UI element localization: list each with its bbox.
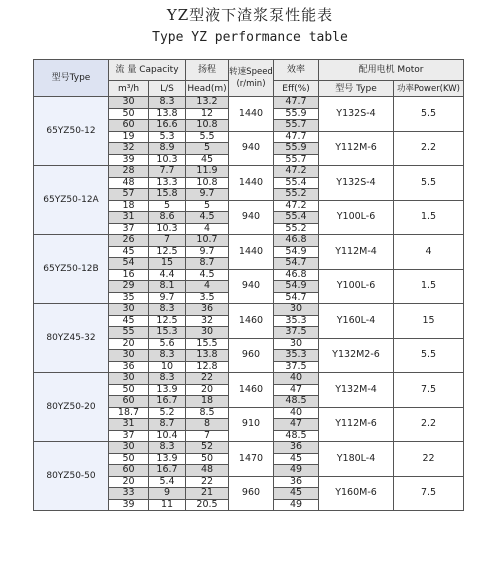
capacity-ls-cell: 8.6 (149, 212, 186, 224)
head-cell: 15.5 (186, 338, 229, 350)
motor-type-cell: Y160L-4 (319, 304, 394, 339)
head-cell: 12 (186, 108, 229, 120)
head-cell: 3.5 (186, 292, 229, 304)
efficiency-cell: 35.3 (274, 315, 319, 327)
capacity-ls-cell: 8.3 (149, 97, 186, 109)
model-cell: 80YZ50-50 (34, 442, 109, 511)
power-cell: 15 (394, 304, 464, 339)
power-cell: 7.5 (394, 373, 464, 408)
header-model: 型号Type (34, 60, 109, 97)
head-cell: 50 (186, 453, 229, 465)
capacity-m3h-cell: 45 (109, 246, 149, 258)
capacity-m3h-cell: 18.7 (109, 407, 149, 419)
capacity-m3h-cell: 20 (109, 338, 149, 350)
efficiency-cell: 30 (274, 304, 319, 316)
model-cell: 80YZ50-20 (34, 373, 109, 442)
header-power: 功率Power(KW) (394, 81, 464, 97)
head-cell: 10.7 (186, 235, 229, 247)
table-row (34, 97, 464, 109)
motor-type-cell: Y132M-4 (319, 373, 394, 408)
capacity-ls-cell: 9 (149, 488, 186, 500)
head-cell: 32 (186, 315, 229, 327)
capacity-m3h-cell: 30 (109, 97, 149, 109)
capacity-ls-cell: 12.5 (149, 246, 186, 258)
header-head-en: Head(m) (186, 81, 229, 97)
capacity-m3h-cell: 50 (109, 108, 149, 120)
capacity-m3h-cell: 57 (109, 189, 149, 201)
performance-table (33, 59, 464, 511)
efficiency-cell: 54.7 (274, 258, 319, 270)
table-row (34, 166, 464, 178)
header-head-cn: 扬程 (186, 60, 229, 81)
capacity-ls-cell: 13.9 (149, 453, 186, 465)
page-subtitle: Type YZ performance table (152, 30, 348, 45)
head-cell: 8 (186, 419, 229, 431)
power-cell: 4 (394, 235, 464, 270)
capacity-m3h-cell: 37 (109, 430, 149, 442)
motor-type-cell: Y132M2-6 (319, 338, 394, 373)
capacity-ls-cell: 8.9 (149, 143, 186, 155)
capacity-m3h-cell: 60 (109, 396, 149, 408)
efficiency-cell: 47 (274, 419, 319, 431)
capacity-m3h-cell: 60 (109, 120, 149, 132)
head-cell: 20 (186, 384, 229, 396)
head-cell: 4 (186, 223, 229, 235)
capacity-m3h-cell: 30 (109, 304, 149, 316)
header-capacity: 流 量 Capacity (109, 60, 186, 81)
efficiency-cell: 46.8 (274, 235, 319, 247)
motor-type-cell: Y112M-6 (319, 131, 394, 166)
speed-cell: 1440 (229, 166, 274, 201)
efficiency-cell: 47.2 (274, 200, 319, 212)
head-cell: 22 (186, 373, 229, 385)
efficiency-cell: 55.4 (274, 177, 319, 189)
head-cell: 4.5 (186, 212, 229, 224)
capacity-ls-cell: 16.6 (149, 120, 186, 132)
head-cell: 18 (186, 396, 229, 408)
power-cell: 5.5 (394, 166, 464, 201)
capacity-ls-cell: 11 (149, 499, 186, 511)
capacity-m3h-cell: 60 (109, 465, 149, 477)
capacity-m3h-cell: 33 (109, 488, 149, 500)
motor-type-cell: Y132S-4 (319, 97, 394, 132)
head-cell: 4 (186, 281, 229, 293)
capacity-m3h-cell: 32 (109, 143, 149, 155)
header-speed (229, 60, 274, 97)
capacity-ls-cell: 12.5 (149, 315, 186, 327)
speed-cell: 1460 (229, 373, 274, 408)
capacity-ls-cell: 13.8 (149, 108, 186, 120)
power-cell: 5.5 (394, 97, 464, 132)
capacity-ls-cell: 10.3 (149, 223, 186, 235)
speed-cell: 910 (229, 407, 274, 442)
efficiency-cell: 47.2 (274, 166, 319, 178)
capacity-ls-cell: 10.3 (149, 154, 186, 166)
efficiency-cell: 40 (274, 407, 319, 419)
capacity-ls-cell: 16.7 (149, 396, 186, 408)
efficiency-cell: 45 (274, 453, 319, 465)
header-eff-cn: 效率 (274, 60, 319, 81)
capacity-m3h-cell: 18 (109, 200, 149, 212)
head-cell: 11.9 (186, 166, 229, 178)
table-row (34, 304, 464, 316)
efficiency-cell: 54.9 (274, 246, 319, 258)
header-eff-en: Eff(%) (274, 81, 319, 97)
power-cell: 1.5 (394, 269, 464, 304)
head-cell: 5 (186, 200, 229, 212)
capacity-m3h-cell: 30 (109, 350, 149, 362)
capacity-m3h-cell: 36 (109, 361, 149, 373)
capacity-ls-cell: 8.3 (149, 304, 186, 316)
efficiency-cell: 30 (274, 338, 319, 350)
head-cell: 22 (186, 476, 229, 488)
efficiency-cell: 55.4 (274, 212, 319, 224)
capacity-m3h-cell: 19 (109, 131, 149, 143)
capacity-m3h-cell: 35 (109, 292, 149, 304)
capacity-m3h-cell: 30 (109, 442, 149, 454)
motor-type-cell: Y132S-4 (319, 166, 394, 201)
speed-cell: 940 (229, 200, 274, 235)
capacity-m3h-cell: 29 (109, 281, 149, 293)
efficiency-cell: 55.7 (274, 120, 319, 132)
capacity-m3h-cell: 45 (109, 315, 149, 327)
capacity-m3h-cell: 50 (109, 384, 149, 396)
head-cell: 12.8 (186, 361, 229, 373)
speed-cell: 1470 (229, 442, 274, 477)
efficiency-cell: 37.5 (274, 327, 319, 339)
efficiency-cell: 37.5 (274, 361, 319, 373)
capacity-ls-cell: 8.3 (149, 442, 186, 454)
capacity-m3h-cell: 31 (109, 212, 149, 224)
speed-cell: 940 (229, 269, 274, 304)
efficiency-cell: 55.2 (274, 189, 319, 201)
efficiency-cell: 54.7 (274, 292, 319, 304)
efficiency-cell: 48.5 (274, 430, 319, 442)
power-cell: 2.2 (394, 407, 464, 442)
capacity-ls-cell: 15.8 (149, 189, 186, 201)
head-cell: 5 (186, 143, 229, 155)
header-speed-label: 转速Speed (229, 67, 273, 77)
head-cell: 36 (186, 304, 229, 316)
capacity-ls-cell: 7 (149, 235, 186, 247)
efficiency-cell: 40 (274, 373, 319, 385)
table-body (34, 97, 464, 511)
power-cell: 7.5 (394, 476, 464, 511)
capacity-ls-cell: 8.3 (149, 373, 186, 385)
header-speed-unit: (r/min) (236, 79, 266, 89)
header-ls: L/S (149, 81, 186, 97)
capacity-m3h-cell: 31 (109, 419, 149, 431)
capacity-m3h-cell: 28 (109, 166, 149, 178)
speed-cell: 1460 (229, 304, 274, 339)
speed-cell: 940 (229, 131, 274, 166)
model-cell: 80YZ45-32 (34, 304, 109, 373)
capacity-m3h-cell: 54 (109, 258, 149, 270)
capacity-ls-cell: 16.7 (149, 465, 186, 477)
head-cell: 52 (186, 442, 229, 454)
efficiency-cell: 47.7 (274, 131, 319, 143)
speed-cell: 960 (229, 476, 274, 511)
model-cell: 65YZ50-12 (34, 97, 109, 166)
efficiency-cell: 36 (274, 442, 319, 454)
efficiency-cell: 55.7 (274, 154, 319, 166)
head-cell: 30 (186, 327, 229, 339)
capacity-ls-cell: 13.3 (149, 177, 186, 189)
efficiency-cell: 55.9 (274, 108, 319, 120)
efficiency-cell: 47 (274, 384, 319, 396)
model-cell: 65YZ50-12A (34, 166, 109, 235)
speed-cell: 960 (229, 338, 274, 373)
header-motor: 配用电机 Motor (319, 60, 464, 81)
head-cell: 10.8 (186, 177, 229, 189)
motor-type-cell: Y160M-6 (319, 476, 394, 511)
power-cell: 22 (394, 442, 464, 477)
motor-type-cell: Y112M-6 (319, 407, 394, 442)
capacity-ls-cell: 15.3 (149, 327, 186, 339)
table-row (34, 235, 464, 247)
head-cell: 45 (186, 154, 229, 166)
capacity-ls-cell: 15 (149, 258, 186, 270)
power-cell: 5.5 (394, 338, 464, 373)
header-motor-type: 型号 Type (319, 81, 394, 97)
efficiency-cell: 54.9 (274, 281, 319, 293)
page-title: YZ型液下渣浆泵性能表 (166, 6, 334, 24)
capacity-ls-cell: 7.7 (149, 166, 186, 178)
capacity-ls-cell: 9.7 (149, 292, 186, 304)
capacity-m3h-cell: 16 (109, 269, 149, 281)
efficiency-cell: 47.7 (274, 97, 319, 109)
head-cell: 4.5 (186, 269, 229, 281)
speed-cell: 1440 (229, 97, 274, 132)
table-row (34, 373, 464, 385)
capacity-m3h-cell: 20 (109, 476, 149, 488)
capacity-ls-cell: 5 (149, 200, 186, 212)
header-m3h: m³/h (109, 81, 149, 97)
capacity-ls-cell: 8.7 (149, 419, 186, 431)
head-cell: 9.7 (186, 246, 229, 258)
efficiency-cell: 36 (274, 476, 319, 488)
capacity-m3h-cell: 37 (109, 223, 149, 235)
efficiency-cell: 35.3 (274, 350, 319, 362)
head-cell: 8.7 (186, 258, 229, 270)
model-cell: 65YZ50-12B (34, 235, 109, 304)
efficiency-cell: 49 (274, 499, 319, 511)
head-cell: 13.2 (186, 97, 229, 109)
head-cell: 48 (186, 465, 229, 477)
capacity-m3h-cell: 30 (109, 373, 149, 385)
capacity-m3h-cell: 48 (109, 177, 149, 189)
head-cell: 13.8 (186, 350, 229, 362)
head-cell: 10.8 (186, 120, 229, 132)
capacity-ls-cell: 10 (149, 361, 186, 373)
efficiency-cell: 46.8 (274, 269, 319, 281)
capacity-ls-cell: 5.3 (149, 131, 186, 143)
capacity-ls-cell: 5.4 (149, 476, 186, 488)
capacity-m3h-cell: 39 (109, 154, 149, 166)
efficiency-cell: 45 (274, 488, 319, 500)
capacity-m3h-cell: 26 (109, 235, 149, 247)
capacity-ls-cell: 10.4 (149, 430, 186, 442)
head-cell: 20.5 (186, 499, 229, 511)
efficiency-cell: 49 (274, 465, 319, 477)
capacity-ls-cell: 8.1 (149, 281, 186, 293)
table-row (34, 442, 464, 454)
motor-type-cell: Y180L-4 (319, 442, 394, 477)
head-cell: 7 (186, 430, 229, 442)
head-cell: 8.5 (186, 407, 229, 419)
head-cell: 21 (186, 488, 229, 500)
efficiency-cell: 55.2 (274, 223, 319, 235)
capacity-ls-cell: 4.4 (149, 269, 186, 281)
efficiency-cell: 55.9 (274, 143, 319, 155)
capacity-m3h-cell: 55 (109, 327, 149, 339)
motor-type-cell: Y112M-4 (319, 235, 394, 270)
capacity-m3h-cell: 39 (109, 499, 149, 511)
motor-type-cell: Y100L-6 (319, 200, 394, 235)
motor-type-cell: Y100L-6 (319, 269, 394, 304)
capacity-ls-cell: 13.9 (149, 384, 186, 396)
efficiency-cell: 48.5 (274, 396, 319, 408)
head-cell: 9.7 (186, 189, 229, 201)
head-cell: 5.5 (186, 131, 229, 143)
capacity-m3h-cell: 50 (109, 453, 149, 465)
power-cell: 2.2 (394, 131, 464, 166)
capacity-ls-cell: 5.2 (149, 407, 186, 419)
capacity-ls-cell: 5.6 (149, 338, 186, 350)
capacity-ls-cell: 8.3 (149, 350, 186, 362)
power-cell: 1.5 (394, 200, 464, 235)
speed-cell: 1440 (229, 235, 274, 270)
